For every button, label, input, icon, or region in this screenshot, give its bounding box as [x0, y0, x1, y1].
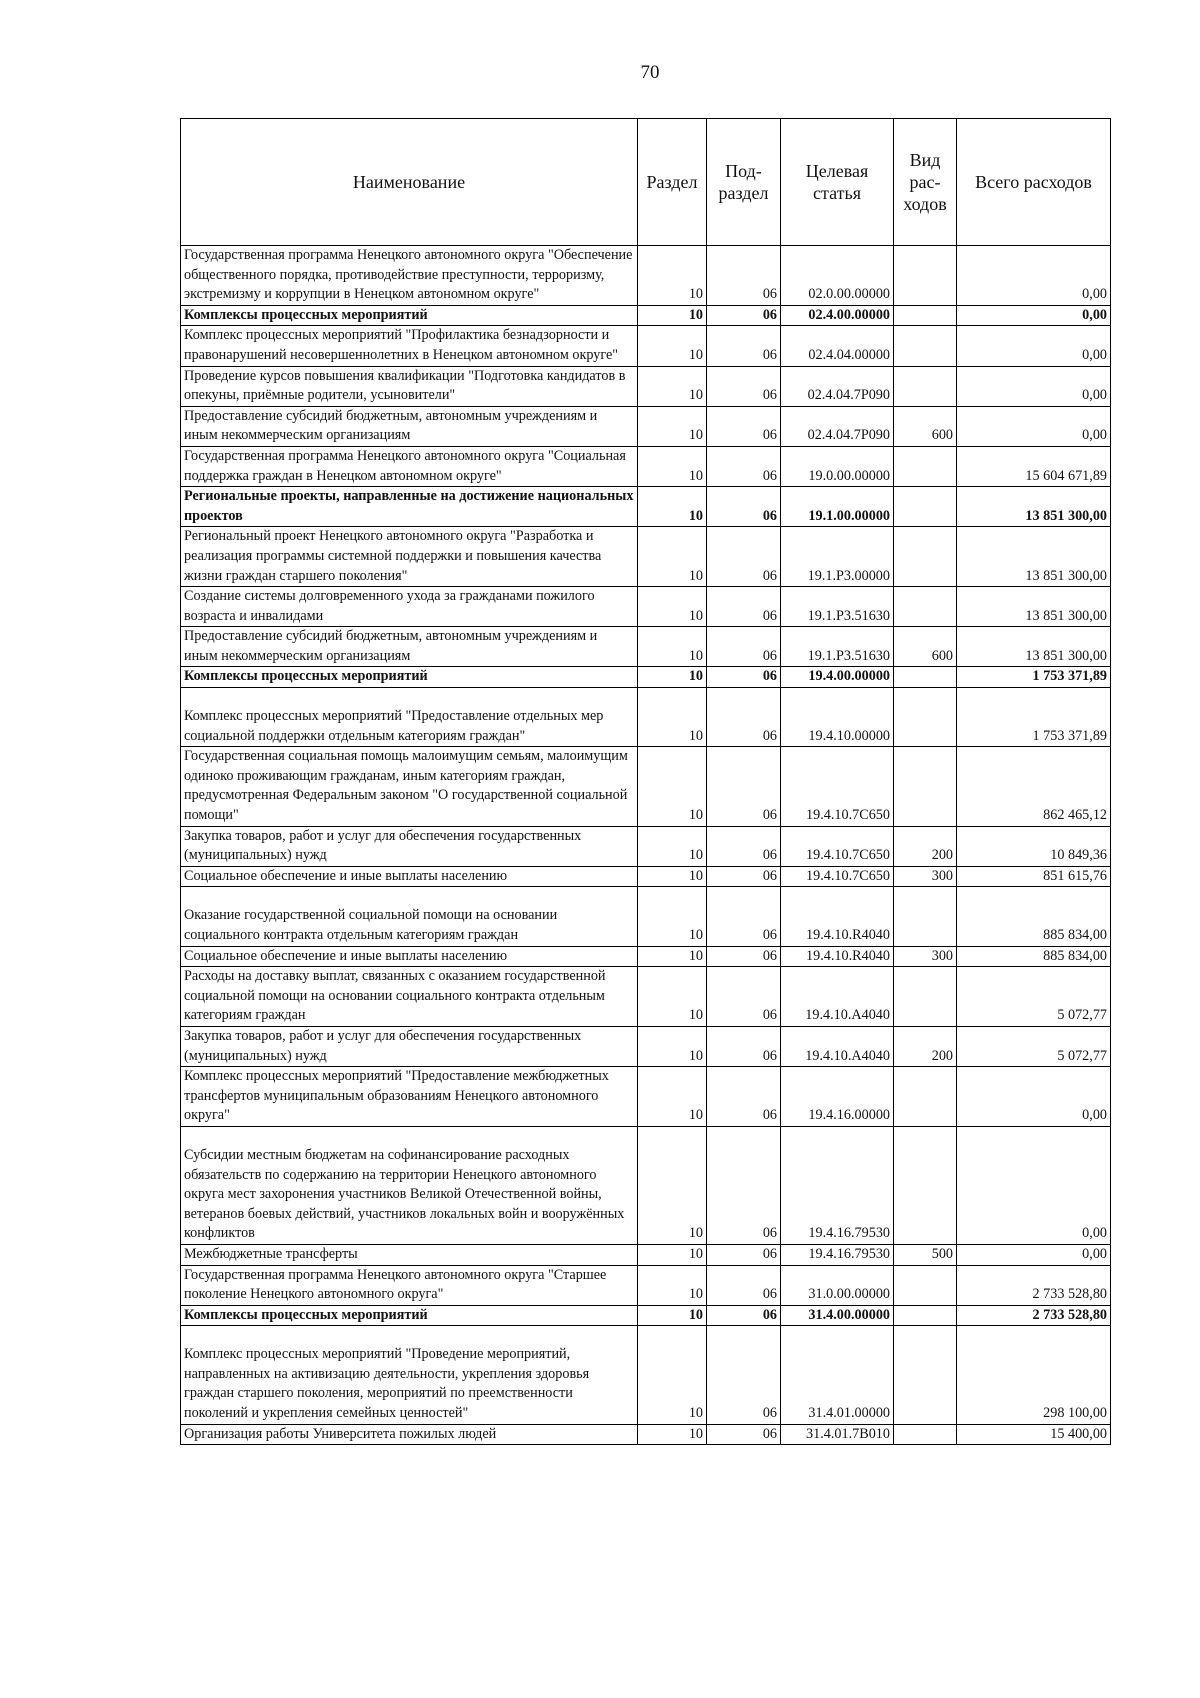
row-vid-raskhodov [894, 1305, 957, 1326]
row-vid-raskhodov [894, 1126, 957, 1244]
row-celevaya-statya: 02.4.04.00000 [781, 326, 894, 366]
row-celevaya-statya: 31.4.00.00000 [781, 1305, 894, 1326]
row-name: Комплекс процессных мероприятий "Проведение мероприятий, направленных на активизацию деятельности, укрепления здоровья граждан старшего поколения, мероприятий по преемственности поколений и укрепления семейных ценностей" [181, 1326, 638, 1424]
table-row [181, 1026, 1111, 1066]
row-celevaya-statya: 19.4.10.R4040 [781, 887, 894, 946]
row-celevaya-statya: 31.4.01.7В010 [781, 1424, 894, 1445]
row-podrazdel: 06 [707, 527, 781, 587]
row-vid-raskhodov: 600 [894, 406, 957, 446]
table-row [181, 688, 1111, 747]
row-total: 15 604 671,89 [957, 446, 1111, 486]
row-name: Комплексы процессных мероприятий [181, 1305, 638, 1326]
table-body [181, 246, 1111, 1445]
row-total: 862 465,12 [957, 747, 1111, 826]
row-total: 0,00 [957, 326, 1111, 366]
row-total: 1 753 371,89 [957, 667, 1111, 688]
row-razdel: 10 [638, 246, 707, 306]
row-celevaya-statya: 19.1.Р3.51630 [781, 627, 894, 667]
table-row [181, 366, 1111, 406]
row-celevaya-statya: 31.4.01.00000 [781, 1326, 894, 1424]
row-podrazdel: 06 [707, 366, 781, 406]
row-podrazdel: 06 [707, 627, 781, 667]
table-row [181, 1126, 1111, 1244]
row-vid-raskhodov: 200 [894, 826, 957, 866]
row-celevaya-statya: 19.4.10.А4040 [781, 967, 894, 1027]
row-vid-raskhodov: 300 [894, 946, 957, 967]
row-podrazdel: 06 [707, 587, 781, 627]
row-podrazdel: 06 [707, 747, 781, 826]
row-celevaya-statya: 02.4.04.7Р090 [781, 366, 894, 406]
row-podrazdel: 06 [707, 326, 781, 366]
row-podrazdel: 06 [707, 487, 781, 527]
row-total: 0,00 [957, 366, 1111, 406]
row-total: 885 834,00 [957, 887, 1111, 946]
header-vsego-raskhodov: Всего расходов [957, 119, 1111, 246]
table-row [181, 887, 1111, 946]
row-podrazdel: 06 [707, 246, 781, 306]
row-podrazdel: 06 [707, 866, 781, 887]
table-row [181, 305, 1111, 326]
row-total: 13 851 300,00 [957, 587, 1111, 627]
table-row [181, 527, 1111, 587]
table-row [181, 406, 1111, 446]
row-vid-raskhodov [894, 326, 957, 366]
row-podrazdel: 06 [707, 688, 781, 747]
row-name: Региональный проект Ненецкого автономного округа "Разработка и реализация программы системной поддержки и повышения качества жизни граждан старшего поколения" [181, 527, 638, 587]
row-name: Региональные проекты, направленные на достижение национальных проектов [181, 487, 638, 527]
row-podrazdel: 06 [707, 446, 781, 486]
row-celevaya-statya: 19.4.10.R4040 [781, 946, 894, 967]
row-razdel: 10 [638, 305, 707, 326]
row-podrazdel: 06 [707, 1265, 781, 1305]
row-celevaya-statya: 19.4.16.79530 [781, 1244, 894, 1265]
row-celevaya-statya: 19.4.10.7С650 [781, 747, 894, 826]
row-podrazdel: 06 [707, 1244, 781, 1265]
row-total: 13 851 300,00 [957, 487, 1111, 527]
row-total: 2 733 528,80 [957, 1265, 1111, 1305]
row-celevaya-statya: 19.4.10.7С650 [781, 866, 894, 887]
row-vid-raskhodov [894, 667, 957, 688]
row-name: Проведение курсов повышения квалификации "Подготовка кандидатов в опекуны, приёмные родители, усыновители" [181, 366, 638, 406]
row-razdel: 10 [638, 826, 707, 866]
row-celevaya-statya: 19.4.10.7С650 [781, 826, 894, 866]
row-razdel: 10 [638, 1265, 707, 1305]
row-name: Субсидии местным бюджетам на софинансирование расходных обязательств по содержанию на территории Ненецкого автономного округа мест захоронения участников Великой Отечественной войны, ветеранов боевых действий, участников локальных войн и вооружённых конфликтов [181, 1126, 638, 1244]
row-vid-raskhodov [894, 1326, 957, 1424]
row-name: Комплекс процессных мероприятий "Профилактика безнадзорности и правонарушений несовершеннолетних в Ненецком автономном округе" [181, 326, 638, 366]
row-name: Расходы на доставку выплат, связанных с оказанием государственной социальной помощи на основании социального контракта отдельным категориям граждан [181, 967, 638, 1027]
row-vid-raskhodov [894, 967, 957, 1027]
row-razdel: 10 [638, 1026, 707, 1066]
table-row [181, 446, 1111, 486]
row-razdel: 10 [638, 1424, 707, 1445]
row-podrazdel: 06 [707, 1305, 781, 1326]
row-razdel: 10 [638, 1305, 707, 1326]
row-podrazdel: 06 [707, 1126, 781, 1244]
row-razdel: 10 [638, 946, 707, 967]
row-name: Закупка товаров, работ и услуг для обеспечения государственных (муниципальных) нужд [181, 826, 638, 866]
table-row [181, 747, 1111, 826]
row-razdel: 10 [638, 667, 707, 688]
table-row [181, 627, 1111, 667]
row-razdel: 10 [638, 688, 707, 747]
row-celevaya-statya: 19.1.00.00000 [781, 487, 894, 527]
row-razdel: 10 [638, 627, 707, 667]
row-total: 5 072,77 [957, 1026, 1111, 1066]
table-row [181, 587, 1111, 627]
row-vid-raskhodov [894, 1424, 957, 1445]
row-name: Комплекс процессных мероприятий "Предоставление межбюджетных трансфертов муниципальным образованиям Ненецкого автономного округа" [181, 1067, 638, 1127]
row-celevaya-statya: 19.4.16.00000 [781, 1067, 894, 1127]
row-razdel: 10 [638, 866, 707, 887]
row-name: Оказание государственной социальной помощи на основании социального контракта отдельным категориям граждан [181, 887, 638, 946]
row-razdel: 10 [638, 887, 707, 946]
table-row [181, 1067, 1111, 1127]
row-razdel: 10 [638, 1244, 707, 1265]
row-total: 2 733 528,80 [957, 1305, 1111, 1326]
row-vid-raskhodov: 500 [894, 1244, 957, 1265]
row-total: 13 851 300,00 [957, 627, 1111, 667]
table-row [181, 667, 1111, 688]
row-razdel: 10 [638, 487, 707, 527]
row-total: 851 615,76 [957, 866, 1111, 887]
row-razdel: 10 [638, 587, 707, 627]
table-row [181, 487, 1111, 527]
table-row [181, 1244, 1111, 1265]
row-celevaya-statya: 19.4.10.00000 [781, 688, 894, 747]
row-total: 0,00 [957, 305, 1111, 326]
row-podrazdel: 06 [707, 1424, 781, 1445]
row-name: Предоставление субсидий бюджетным, автономным учреждениям и иным некоммерческим организациям [181, 627, 638, 667]
page-number: 70 [640, 62, 660, 83]
row-name: Создание системы долговременного ухода за гражданами пожилого возраста и инвалидами [181, 587, 638, 627]
table-row [181, 946, 1111, 967]
row-celevaya-statya: 19.4.10.А4040 [781, 1026, 894, 1066]
table-row [181, 1424, 1111, 1445]
row-podrazdel: 06 [707, 887, 781, 946]
row-podrazdel: 06 [707, 1067, 781, 1127]
row-vid-raskhodov [894, 305, 957, 326]
header-vid-raskhodov: Вид рас-ходов [894, 119, 957, 246]
row-name: Закупка товаров, работ и услуг для обеспечения государственных (муниципальных) нужд [181, 1026, 638, 1066]
header-podrazdel: Под-раздел [707, 119, 781, 246]
row-name: Комплексы процессных мероприятий [181, 305, 638, 326]
row-razdel: 10 [638, 747, 707, 826]
row-total: 1 753 371,89 [957, 688, 1111, 747]
row-name: Государственная программа Ненецкого автономного округа "Старшее поколение Ненецкого автономного округа" [181, 1265, 638, 1305]
row-name: Комплексы процессных мероприятий [181, 667, 638, 688]
table-row [181, 246, 1111, 306]
row-vid-raskhodov [894, 587, 957, 627]
row-razdel: 10 [638, 1126, 707, 1244]
row-name: Организация работы Университета пожилых людей [181, 1424, 638, 1445]
row-podrazdel: 06 [707, 967, 781, 1027]
row-vid-raskhodov [894, 1067, 957, 1127]
row-vid-raskhodov [894, 246, 957, 306]
header-celevaya-statya: Целевая статья [781, 119, 894, 246]
row-total: 13 851 300,00 [957, 527, 1111, 587]
row-vid-raskhodov [894, 366, 957, 406]
table-header [181, 119, 1111, 246]
row-celevaya-statya: 02.0.00.00000 [781, 246, 894, 306]
row-razdel: 10 [638, 1326, 707, 1424]
row-podrazdel: 06 [707, 305, 781, 326]
row-total: 0,00 [957, 1126, 1111, 1244]
row-total: 885 834,00 [957, 946, 1111, 967]
row-name: Комплекс процессных мероприятий "Предоставление отдельных мер социальной поддержки отдельным категориям граждан" [181, 688, 638, 747]
row-razdel: 10 [638, 967, 707, 1027]
row-vid-raskhodov [894, 747, 957, 826]
row-total: 0,00 [957, 1067, 1111, 1127]
table-row [181, 866, 1111, 887]
header-razdel: Раздел [638, 119, 707, 246]
row-razdel: 10 [638, 406, 707, 446]
row-celevaya-statya: 19.1.Р3.51630 [781, 587, 894, 627]
table-row [181, 826, 1111, 866]
row-vid-raskhodov [894, 1265, 957, 1305]
row-vid-raskhodov: 600 [894, 627, 957, 667]
row-name: Предоставление субсидий бюджетным, автономным учреждениям и иным некоммерческим организациям [181, 406, 638, 446]
row-podrazdel: 06 [707, 826, 781, 866]
row-total: 0,00 [957, 406, 1111, 446]
row-name: Межбюджетные трансферты [181, 1244, 638, 1265]
budget-table [180, 118, 1111, 1445]
row-razdel: 10 [638, 326, 707, 366]
row-name: Государственная социальная помощь малоимущим семьям, малоимущим одиноко проживающим гражданам, иным категориям граждан, предусмотренная Федеральным законом "О государственной социальной помощи" [181, 747, 638, 826]
row-total: 0,00 [957, 246, 1111, 306]
table-row [181, 967, 1111, 1027]
row-razdel: 10 [638, 527, 707, 587]
row-total: 5 072,77 [957, 967, 1111, 1027]
row-razdel: 10 [638, 1067, 707, 1127]
row-celevaya-statya: 19.4.16.79530 [781, 1126, 894, 1244]
row-celevaya-statya: 19.0.00.00000 [781, 446, 894, 486]
row-vid-raskhodov [894, 527, 957, 587]
row-celevaya-statya: 02.4.04.7Р090 [781, 406, 894, 446]
row-vid-raskhodov [894, 688, 957, 747]
row-total: 15 400,00 [957, 1424, 1111, 1445]
row-podrazdel: 06 [707, 406, 781, 446]
row-celevaya-statya: 19.1.Р3.00000 [781, 527, 894, 587]
row-name: Социальное обеспечение и иные выплаты населению [181, 946, 638, 967]
row-podrazdel: 06 [707, 1026, 781, 1066]
row-razdel: 10 [638, 366, 707, 406]
row-razdel: 10 [638, 446, 707, 486]
row-total: 10 849,36 [957, 826, 1111, 866]
row-celevaya-statya: 19.4.00.00000 [781, 667, 894, 688]
row-vid-raskhodov: 200 [894, 1026, 957, 1066]
row-name: Государственная программа Ненецкого автономного округа "Социальная поддержка граждан в Ненецком автономном округе" [181, 446, 638, 486]
row-celevaya-statya: 02.4.00.00000 [781, 305, 894, 326]
table-row [181, 1265, 1111, 1305]
row-vid-raskhodov [894, 887, 957, 946]
row-name: Социальное обеспечение и иные выплаты населению [181, 866, 638, 887]
table-row [181, 326, 1111, 366]
row-name: Государственная программа Ненецкого автономного округа "Обеспечение общественного порядка, противодействие преступности, терроризму, экстремизму и коррупции в Ненецком автономном округе" [181, 246, 638, 306]
table-row [181, 1326, 1111, 1424]
row-podrazdel: 06 [707, 1326, 781, 1424]
row-total: 0,00 [957, 1244, 1111, 1265]
row-celevaya-statya: 31.0.00.00000 [781, 1265, 894, 1305]
row-vid-raskhodov [894, 446, 957, 486]
row-podrazdel: 06 [707, 667, 781, 688]
row-podrazdel: 06 [707, 946, 781, 967]
header-name: Наименование [181, 119, 638, 246]
table-row [181, 1305, 1111, 1326]
row-total: 298 100,00 [957, 1326, 1111, 1424]
row-vid-raskhodov: 300 [894, 866, 957, 887]
row-vid-raskhodov [894, 487, 957, 527]
